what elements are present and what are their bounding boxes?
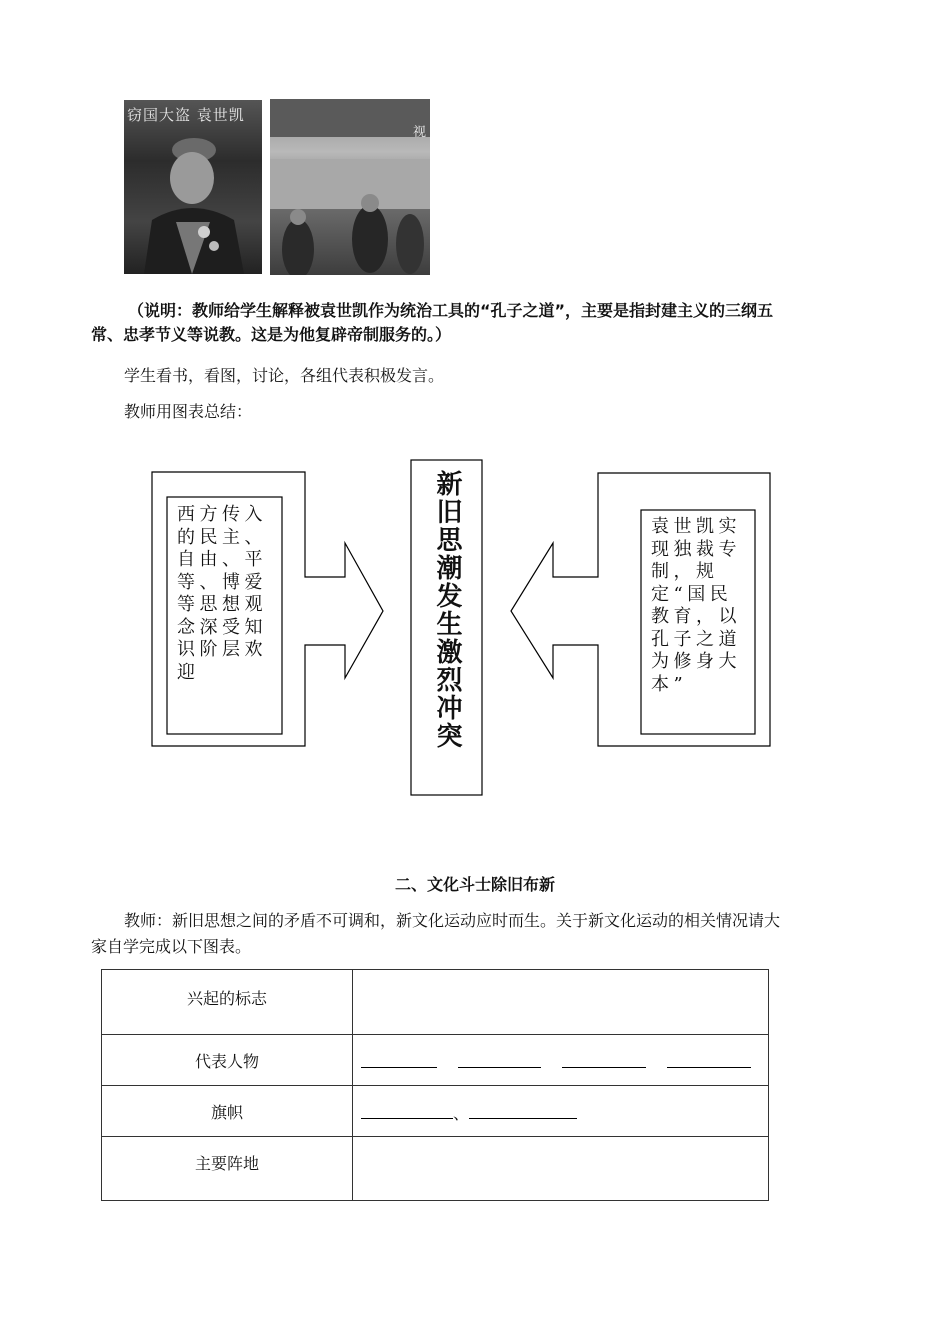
center-conflict-text: 新旧思潮发生激烈冲突 <box>432 470 462 750</box>
answer-cell-banner <box>353 1086 769 1137</box>
banner-separator: 、 <box>453 1104 470 1123</box>
right-box-content: 袁世凯实现独裁专制，规定“国民教育，以孔子之道为修身大本” <box>651 516 741 695</box>
answer-cell-marker[interactable] <box>353 970 769 1035</box>
blank-banner-2[interactable] <box>469 1100 577 1119</box>
row-label: 旗帜 <box>102 1086 353 1137</box>
table-row <box>102 1035 769 1086</box>
blank-banner-1[interactable] <box>361 1100 453 1119</box>
ceremony-caption: 视 <box>412 125 426 140</box>
table-row <box>102 1137 769 1201</box>
teacher-line-1: 教师：新旧思想之间的矛盾不可调和，新文化运动应时而生。关于新文化运动的相关情况请大 <box>124 911 781 930</box>
new-culture-table <box>101 969 769 1201</box>
row-label: 兴起的标志 <box>102 970 353 1035</box>
discussion-paragraph: 学生看书，看图，讨论，各组代表积极发言。 <box>124 366 445 385</box>
blank-person-3[interactable] <box>562 1049 646 1068</box>
blank-person-4[interactable] <box>667 1049 751 1068</box>
row-label: 代表人物 <box>102 1035 353 1086</box>
right-box-text <box>651 516 751 696</box>
teacher-line-2: 家自学完成以下图表。 <box>91 937 252 956</box>
portrait-caption: 窃国大盗 袁世凯 <box>127 106 245 124</box>
table-row <box>102 970 769 1035</box>
row-label: 主要阵地 <box>102 1137 353 1201</box>
table-row <box>102 1086 769 1137</box>
note-line-2: 常、忠孝节义等说教。这是为他复辟帝制服务的。） <box>91 325 452 344</box>
answer-cell-people <box>353 1035 769 1086</box>
answer-cell-base[interactable] <box>353 1137 769 1201</box>
summary-paragraph: 教师用图表总结： <box>124 402 253 421</box>
left-box-text <box>177 504 277 684</box>
note-line-1: （说明：教师给学生解释被袁世凯作为统治工具的“孔子之道”，主要是指封建主义的三纲五 <box>128 301 774 320</box>
blank-person-1[interactable] <box>361 1049 437 1068</box>
left-box-content: 西方传入的民主、自由、平等、博爱等思想观念深受知识阶层欢迎 <box>177 504 267 683</box>
section-2-title: 二、文化斗士除旧布新 <box>394 875 555 894</box>
blank-person-2[interactable] <box>458 1049 541 1068</box>
